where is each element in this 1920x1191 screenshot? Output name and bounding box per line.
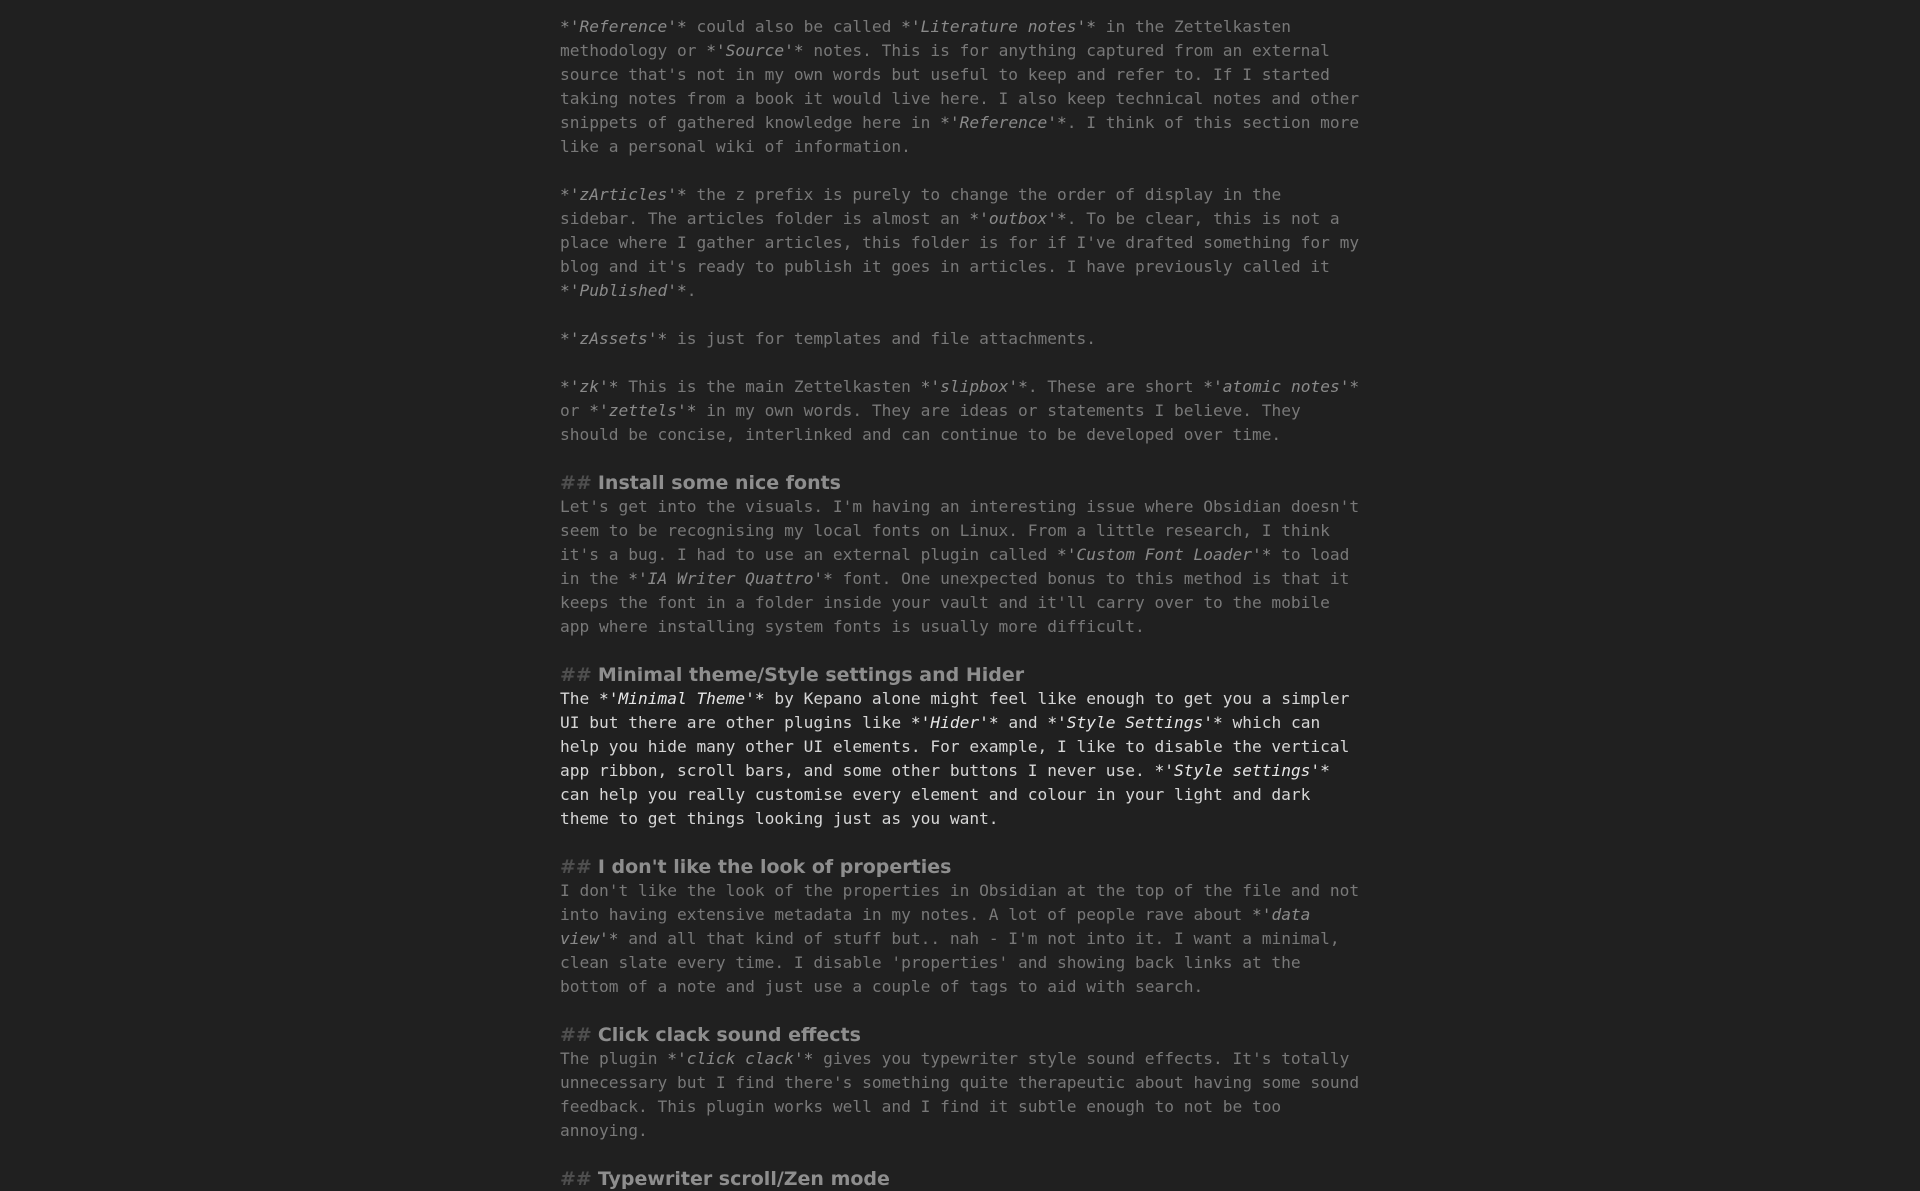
para-click-clack[interactable] xyxy=(560,1047,1360,1143)
emphasis-text: *'Hider'* xyxy=(910,713,999,732)
body-text: could also be called xyxy=(686,17,902,36)
body-text: in my own words. They are ideas or statements I believe. They should be concise, interlinked and can continue to be developed over time. xyxy=(560,401,1301,444)
body-text: The plugin xyxy=(560,1049,668,1068)
emphasis-text: *'data view'* xyxy=(560,905,1311,948)
emphasis-text: *'Reference'* xyxy=(560,17,687,36)
body-text: . To be clear, this is not a place where I gather articles, this folder is for if I've drafted something for my blog and it's ready to publish it goes in articles. I have previously called it xyxy=(560,209,1360,276)
body-text: can help you really customise every element and colour in your light and dark theme to get things looking just as you want. xyxy=(560,785,1311,828)
emphasis-text: *'Custom Font Loader'* xyxy=(1057,545,1272,564)
body-text: or xyxy=(560,401,590,420)
body-text: I don't like the look of the properties in Obsidian at the top of the file and not into having extensive metadata in my notes. A lot of people rave about xyxy=(560,881,1360,924)
para-minimal-theme[interactable] xyxy=(560,687,1360,831)
body-text: notes. This is for anything captured from an external source that's not in my own words but useful to keep and refer to. If I started taking notes from a book it would live here. I also keep technical notes and other snippets of gathered knowledge here in xyxy=(560,41,1360,132)
para-reference-notes[interactable] xyxy=(560,15,1360,159)
emphasis-text: *'Reference'* xyxy=(940,113,1067,132)
note-content[interactable] xyxy=(560,15,1360,1191)
heading-install-fonts[interactable] xyxy=(560,471,1360,495)
body-text: . These are short xyxy=(1027,377,1204,396)
emphasis-text: *'zettels'* xyxy=(589,401,697,420)
heading-marker: ## xyxy=(560,664,592,686)
emphasis-text: *'atomic notes'* xyxy=(1203,377,1360,396)
body-text: Let's get into the visuals. I'm having an interesting issue where Obsidian doesn't seem to be recognising my local fonts on Linux. From a little research, I think it's a bug. I had to use an external plugin called xyxy=(560,497,1360,564)
heading-text: Install some nice fonts xyxy=(597,472,841,494)
emphasis-text: *'Source'* xyxy=(706,41,804,60)
body-text: is just for templates and file attachments. xyxy=(667,329,1097,348)
emphasis-text: *'slipbox'* xyxy=(920,377,1028,396)
heading-marker: ## xyxy=(560,472,592,494)
body-text: the z prefix is purely to change the order of display in the sidebar. The articles folder is almost an xyxy=(560,185,1282,228)
para-zarticles[interactable] xyxy=(560,183,1360,303)
para-properties[interactable] xyxy=(560,879,1360,999)
heading-marker: ## xyxy=(560,856,592,878)
body-text: The xyxy=(560,689,599,708)
heading-text: Typewriter scroll/Zen mode xyxy=(597,1168,890,1190)
body-text: and xyxy=(998,713,1048,732)
body-text: which can help you hide many other UI elements. For example, I like to disable the vertical app ribbon, scroll bars, and some other buttons I never use. xyxy=(560,713,1350,780)
para-install-fonts[interactable] xyxy=(560,495,1360,639)
emphasis-text: *'IA Writer Quattro'* xyxy=(628,569,833,588)
emphasis-text: *'Minimal Theme'* xyxy=(598,689,765,708)
emphasis-text: *'Literature notes'* xyxy=(901,17,1097,36)
body-text: . I think of this section more like a personal wiki of information. xyxy=(560,113,1360,156)
heading-minimal-theme[interactable] xyxy=(560,663,1360,687)
emphasis-text: *'outbox'* xyxy=(969,209,1067,228)
heading-typewriter-scroll[interactable] xyxy=(560,1167,1360,1191)
emphasis-text: *'Style settings'* xyxy=(1154,761,1330,780)
body-text: gives you typewriter style sound effects. It's totally unnecessary but I find there's something quite therapeutic about having some sound feedback. This plugin works well and I find it subtle enough to not be too annoying. xyxy=(560,1049,1360,1140)
para-zk[interactable] xyxy=(560,375,1360,447)
heading-text: I don't like the look of properties xyxy=(597,856,952,878)
emphasis-text: *'Style Settings'* xyxy=(1047,713,1223,732)
emphasis-text: *'Published'* xyxy=(560,281,687,300)
body-text: This is the main Zettelkasten xyxy=(618,377,921,396)
heading-text: Click clack sound effects xyxy=(597,1024,861,1046)
body-text: by Kepano alone might feel like enough to get you a simpler UI but there are other plugins like xyxy=(560,689,1350,732)
heading-marker: ## xyxy=(560,1024,592,1046)
heading-properties[interactable] xyxy=(560,855,1360,879)
emphasis-text: *'click clack'* xyxy=(667,1049,814,1068)
emphasis-text: *'zArticles'* xyxy=(560,185,687,204)
heading-marker: ## xyxy=(560,1168,592,1190)
body-text: in the Zettelkasten methodology or xyxy=(560,17,1291,60)
body-text: to load in the xyxy=(560,545,1350,588)
emphasis-text: *'zk'* xyxy=(560,377,619,396)
para-zassets[interactable] xyxy=(560,327,1360,351)
heading-click-clack[interactable] xyxy=(560,1023,1360,1047)
body-text: and all that kind of stuff but.. nah - I'm not into it. I want a minimal, clean slate every time. I disable 'properties' and showing back links at the bottom of a note and just use a couple of tags to aid with search. xyxy=(560,929,1340,996)
heading-text: Minimal theme/Style settings and Hider xyxy=(597,664,1025,686)
body-text: font. One unexpected bonus to this method is that it keeps the font in a folder inside your vault and it'll carry over to the mobile app where installing system fonts is usually more difficult. xyxy=(560,569,1350,636)
body-text: . xyxy=(686,281,697,300)
emphasis-text: *'zAssets'* xyxy=(560,329,668,348)
